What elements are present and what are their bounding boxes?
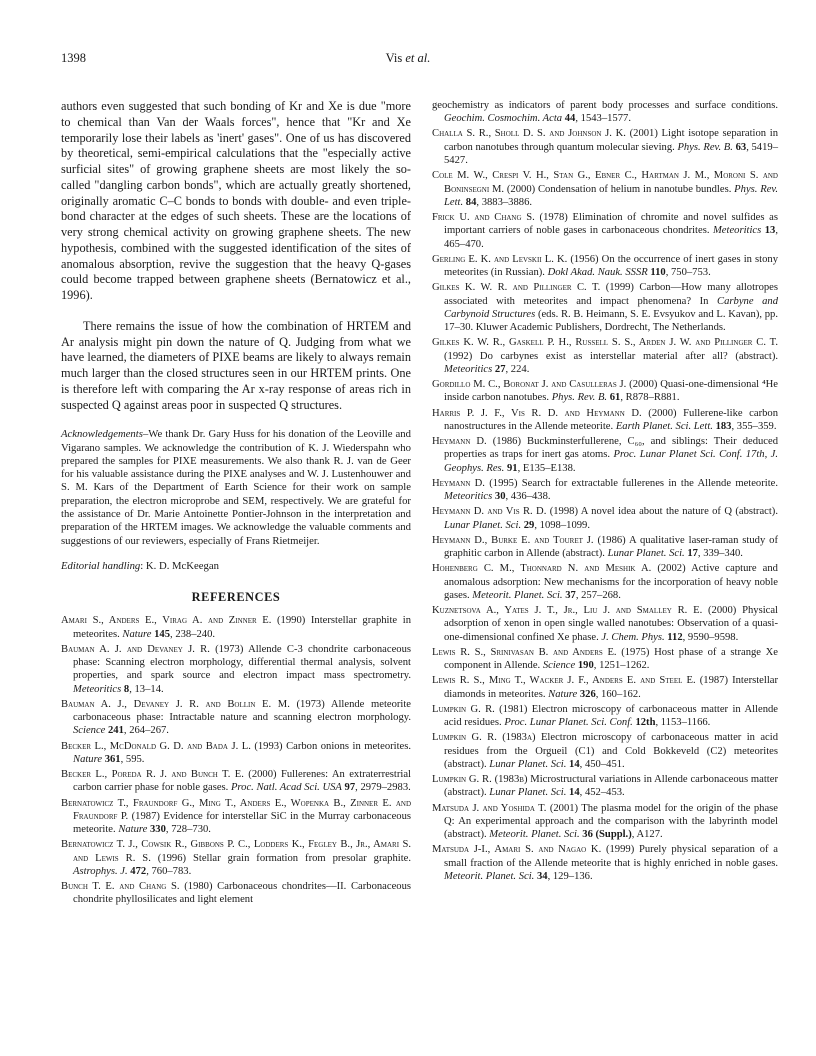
reference-journal: Earth Planet. Sci. Lett. [615,420,713,432]
reference-title: A novel idea about the nature of Q (abstract). [577,506,778,518]
reference-authors: Bunch T. E. and Chang S. (1980) [61,881,213,893]
left-column [61,99,411,909]
reference-volume: 34 [534,871,548,883]
reference-item [432,562,778,602]
reference-volume: 36 (Suppl.) [579,829,632,841]
reference-pages: , 465–470. [444,225,778,250]
reference-authors: Heymann D. and Vis R. D. (1998) [432,506,578,518]
reference-journal: Lunar Planet. Sci. [489,758,567,770]
reference-pages: , A127. [631,829,663,841]
reference-item [432,253,778,280]
running-header-etal: et al. [405,51,431,65]
references-heading: REFERENCES [191,590,281,605]
reference-title: Search for extractable fullerenes in the Allende meteorite. [517,477,778,489]
reference-authors: Lumpkin G. R. (1981) [432,703,528,715]
reference-item [61,768,411,795]
reference-title: Buckminsterfullerene, C₆₀, and siblings: Their deduced properties as traps for inert gas atoms. [444,436,778,461]
editorial-handling-label: Editorial handling [61,559,141,572]
reference-item [432,843,778,883]
reference-item [432,169,778,209]
reference-pages: , R878–R881. [620,392,680,404]
reference-authors: Matsuda J-I., Amari S. and Nagao K. (1999) [432,844,635,856]
reference-pages: , 1153–1166. [655,717,711,729]
acknowledgements [61,428,411,548]
reference-title: Fullerenes: An extraterrestrial carbon carrier phase for noble gases. [73,769,411,794]
reference-journal: Meteorit. Planet. Sci. [472,589,563,601]
reference-title: Allende meteorite carbonaceous phase: Intractable nature and scanning electron morphology. [73,698,412,724]
reference-authors: Harris P. J. F., Vis R. D. and Heymann D. (2000) [432,407,677,419]
body-paragraph: There remains the issue of how the combination of HRTEM and Ar analysis might pin down the nature of Q. Judging from what we have learned, the diameters of PIXE beams are likely to always remain much larger than the closed structures seen in our HRTEM prints. One is therefore left with comparing the Ar x-ray response of areas rich in suspected Q against areas poor in suspected Q structures. [61,318,411,412]
reference-pages: , 9590–9598. [682,631,739,643]
reference-title: Carbon onions in meteorites. [282,740,411,752]
reference-item [432,99,778,126]
reference-pages: , 760–783. [146,865,192,877]
reference-journal: Dokl Akad. Nauk. SSSR [547,267,648,279]
reference-journal: Meteoritics [73,683,122,695]
reference-volume: 84 [463,196,477,208]
reference-pages: , 436–438. [505,491,551,503]
reference-journal: Proc. Lunar Planet Sci. Conf. 17th, J. Geophys. Res. [444,449,778,474]
reference-item [61,614,411,641]
acknowledgements-text: –We thank Dr. Gary Huss for his donation of the Leoville and Vigarano samples. We acknowledge the contribution of K. J. Wiederspahn who prepared the samples for PIXE measurements. We also thank R. J. van de Geer for his valuable assistance during the PIXE analyses and W. J. Lustenhouwer and S. M. Kars of the Department of Earth Science for their work on sample preparation, the electron microprobe and SEM, respectively. We are grateful for the assistance of Dr. Marie Antoinette Pontier-Johnson in the interpretation and preparation of the HRTEM images. We acknowledge the valuable comments and suggestions of our reviewers, especially of Frans Rietmeijer. [61,428,411,547]
reference-title: Condensation of helium in nanotube bundles. [535,183,735,195]
reference-authors: Lumpkin G. R. (1983b) [432,774,528,786]
reference-pages: , 595. [120,753,145,765]
reference-authors: Becker L., Poreda R. J. and Bunch T. E. (2000) [61,769,277,781]
reference-journal: J. Chem. Phys. [601,631,665,643]
reference-title: The plasma model for the origin of the phase Q: An experimental approach and the comparison with the labyrinth model (abstract). [444,802,778,841]
reference-authors: Bauman A. J., Devaney J. R. and Bollin E. M. (1973) [61,698,325,710]
reference-journal: Nature [122,628,152,640]
reference-authors: Frick U. and Chang S. (1978) [432,212,568,224]
reference-item [61,698,411,738]
editorial-handling [61,560,411,573]
reference-pages: , 339–340. [697,548,743,560]
running-header [0,51,816,66]
reference-item [61,643,411,696]
reference-authors: Bernatowicz T., Fraundorf G., Ming T., Anders E., Wopenka B., Zinner E. and Fraundorf P. (1987) [61,797,411,822]
reference-authors: Hohenberg C. M., Thonnard N. and Meshik A. (2002) [432,563,686,575]
reference-journal: Nature [73,753,103,765]
reference-authors: Challa S. R., Sholl D. S. and Johnson J. K. (2001) [432,128,658,140]
references-list-left [61,614,411,906]
reference-volume: 241 [105,725,124,737]
reference-volume: 44 [562,113,576,125]
reference-item [432,407,778,434]
reference-item [61,740,411,767]
reference-volume: 110 [647,267,666,279]
reference-journal: Phys. Rev. B. [677,141,733,153]
reference-title: Elimination of chromite and novel sulfides as important carriers of noble gases in carbonaceous chondrites. [444,212,778,237]
reference-journal: Lunar Planet. Sci. [489,787,567,799]
reference-journal: Lunar Planet. Sci. [607,548,685,560]
reference-journal: Meteorit. Planet. Sci. [444,871,535,883]
references-list-right [432,99,778,883]
reference-journal: Meteoritics [444,491,493,503]
reference-authors: Gordillo M. C., Boronat J. and Casulleras J. (2000) [432,379,658,391]
reference-volume: 326 [577,688,596,700]
reference-pages: , E135–E138. [517,462,576,474]
reference-volume: 12th [632,717,656,729]
reference-item [432,534,778,561]
reference-pages: , 450–451. [579,758,625,770]
reference-title: geochemistry as indicators of parent body processes and surface conditions. [432,100,778,111]
page-number: 1398 [61,51,86,65]
reference-authors: Bernatowicz T. J., Cowsik R., Gibbons P. C., Lodders K., Fegley B., Jr., Amari S. and Lewis R. S. (1996) [61,839,411,864]
reference-pages: , 1098–1099. [534,519,590,531]
reference-title: Electron microscopy of carbonaceous matter in acid residues from the Orgueil (C1) and Cold Bokkeveld (C2) meteorites (abstract). [444,732,778,770]
reference-pages: , 355–359. [731,420,777,432]
reference-volume: 63 [732,141,747,153]
reference-title: Electron microscopy of carbonaceous matter in Allende acid residues. [444,703,778,729]
reference-title: A qualitative laser-raman study of graphitic carbon in Allende (abstract). [444,534,778,560]
reference-pages: , 13–14. [129,683,164,695]
reference-pages: (eds. R. B. Heimann, S. E. Evsyukov and L. Kavan), pp. 17–30. Kluwer Academic Publishers, Dordrecht, The Netherlands. [444,308,779,334]
reference-item [61,880,411,907]
reference-title: Allende C-3 chondrite carbonaceous phase: Scanning electron morphology, differential thermal analysis, solvent properties, and spark source and electron impact mass spectrometry. [73,643,411,682]
acknowledgements-heading: Acknowledgements [61,428,143,441]
reference-title: Microstructural variations in Allende carbonaceous matter (abstract). [444,774,778,799]
reference-volume: 37 [562,589,576,601]
reference-authors: Cole M. W., Crespi V. H., Stan G., Ebner C., Hartman J. M., Moroni S. and Boninsegni M. (2000) [432,170,778,195]
reference-authors: Lumpkin G. R. (1983a) [432,732,536,744]
reference-item [432,731,778,771]
reference-pages: , 1251–1262. [593,660,650,672]
reference-journal: Meteorit. Planet. Sci. [489,829,580,841]
reference-pages: , 3883–3886. [476,196,533,208]
reference-authors: Gerling E. K. and Levskii L. K. (1956) [432,253,599,265]
reference-pages: , 2979–2983. [355,782,411,794]
reference-item [432,604,778,644]
reference-item [432,477,778,504]
reference-pages: , 160–162. [595,688,641,700]
reference-volume: 472 [127,865,147,877]
reference-title: Evidence for interstellar SiC in the Murray carbonaceous meteorite. [73,810,412,836]
reference-journal: Phys. Rev. Lett. [444,183,778,208]
reference-volume: 91 [504,462,518,474]
reference-journal: Science [73,725,106,737]
reference-title: Quasi-one-dimensional ⁴He inside carbon nanotubes. [444,379,778,404]
reference-volume: 145 [151,628,171,640]
body-paragraph: authors even suggested that such bonding of Kr and Xe is due "more to chemical than Van der Waals forces", hence that "Kr and Xe temporarily lose their labels as 'inert' gases". One of us has discovered by theoretical, semi-empirical calculations that the "especially active surficial sites" of growing graphene sheets are most likely the so-called "dangling carbon bonds", which are actually greatly shortened, originally aromatic C–C bonds to bonds with double- and even triple-bond character at the edges of such sheets. These are the locations of very strong chemical activity on growing graphene sheets. The new hypothesis, combined with the suggested identification of the sites of anomalous absorption, revive the suggestion that the heavy Q-gases could become trapped between graphene sheets (Bernatowicz et al., 1996). [61,99,411,302]
reference-title: Carbon—How many allotropes associated with meteorites and impact phenomena? In [444,282,778,307]
reference-pages: , 1543–1577. [575,113,631,125]
reference-title: Purely physical separation of a small fraction of the Allende meteorite that is highly enriched in noble gases. [444,844,779,869]
reference-volume: 29 [521,519,535,531]
reference-item [432,802,778,842]
running-header-authors: Vis [385,51,406,65]
reference-authors: Heymann D. (1995) [432,477,518,489]
reference-journal: Science [542,660,576,672]
reference-item [432,336,778,376]
reference-item [432,674,778,701]
reference-volume: 30 [492,491,506,503]
reference-volume: 17 [684,548,698,560]
reference-volume: 14 [566,787,580,799]
reference-title: Light isotope separation in carbon nanotubes through quantum molecular sieving. [444,128,778,153]
right-column [432,99,778,885]
reference-volume: 61 [607,392,621,404]
reference-journal: Meteoritics [444,363,493,375]
reference-item [61,797,411,837]
reference-authors: Gilkes K. W. R. and Pillinger C. T. (1999) [432,282,634,294]
reference-pages: , 5419–5427. [444,141,778,167]
reference-authors: Lewis R. S., Srinivasan B. and Anders E. (1975) [432,646,650,658]
reference-journal: Phys. Rev. B. [551,392,608,404]
reference-authors: Becker L., McDonald G. D. and Bada J. L. (1993) [61,740,283,752]
reference-journal: Astrophys. J. [73,865,128,877]
reference-pages: , 238–240. [170,628,216,640]
reference-authors: Lewis R. S., Ming T., Wacker J. F., Anders E. and Steel E. (1987) [432,675,728,687]
reference-pages: , 224. [505,363,530,375]
reference-journal: Carbyne and Carbynoid Structures [444,295,779,320]
reference-pages: , 129–136. [547,871,593,883]
reference-authors: Heymann D., Burke E. and Touret J. (1986) [432,534,626,546]
reference-journal: Lunar Planet. Sci. [444,519,522,531]
reference-title: Active capture and anomalous adsorption: New mechanisms for the incorporation of heavy noble gases. [444,563,778,601]
reference-journal: Geochim. Cosmochim. Acta [444,113,563,125]
reference-journal: Proc. Natl. Acad Sci. USA [230,782,342,794]
reference-pages: , 264–267. [123,725,169,737]
reference-journal: Meteoritics [712,225,762,237]
reference-title: Carbonaceous chondrites—II. Carbonaceous chondrite phyllosilicates and light element [73,881,411,906]
reference-authors: Gilkes K. W. R., Gaskell P. H., Russell S. S., Arden J. W. and Pillinger C. T. (1992) [432,337,778,362]
reference-authors: Kuznetsova A., Yates J. T., Jr., Liu J. and Smalley R. E. (2000) [432,605,737,617]
reference-title: On the occurrence of inert gases in stony meteorites (in Russian). [444,253,778,279]
reference-item [432,505,778,532]
reference-title: Host phase of a strange Xe component in Allende. [444,646,778,672]
reference-journal: Nature [548,688,578,700]
reference-pages: , 728–730. [165,824,211,836]
reference-volume: 112 [664,631,683,643]
reference-title: Fullerene-like carbon nanostructures in the Allende meteorite. [444,407,778,432]
reference-pages: , 750–753. [665,267,711,279]
reference-journal: Nature [118,824,148,836]
reference-title: Do carbynes exist as interstellar material after all? (abstract). [472,350,778,362]
reference-title: Interstellar graphite in meteorites. [73,615,411,640]
reference-volume: 183 [712,420,732,432]
reference-item [432,281,778,334]
reference-volume: 330 [147,824,166,836]
reference-volume: 13 [761,225,776,237]
reference-item [432,378,778,405]
reference-item [432,127,778,167]
reference-title: Interstellar diamonds in meteorites. [444,675,778,700]
reference-authors: Bauman A. J. and Devaney J. R. (1973) [61,643,244,655]
reference-volume: 190 [575,660,594,672]
reference-volume: 27 [492,363,506,375]
reference-item [432,773,778,800]
reference-item [432,646,778,673]
reference-pages: , 452–453. [579,787,625,799]
reference-item [61,838,411,878]
reference-authors: Heymann D. (1986) [432,436,521,448]
reference-volume: 97 [341,782,356,794]
reference-pages: , 257–268. [575,589,621,601]
reference-authors: Amari S., Anders E., Virag A. and Zinner E. (1990) [61,615,306,627]
reference-volume: 8 [121,683,130,695]
reference-authors: Matsuda J. and Yoshida T. (2001) [432,802,579,814]
editorial-handling-value: : K. D. McKeegan [140,559,219,572]
reference-item [432,435,778,475]
reference-title: Physical adsorption of xenon in open single walled nanotubes: Observation of a quasi-one-dimensional confined Xe phase. [444,605,778,643]
reference-item [432,703,778,730]
reference-title: Stellar grain formation from presolar graphite. [186,852,412,864]
reference-journal: Proc. Lunar Planet. Sci. Conf. [504,717,633,729]
reference-item [432,211,778,251]
reference-volume: 361 [102,753,121,765]
reference-volume: 14 [566,758,580,770]
